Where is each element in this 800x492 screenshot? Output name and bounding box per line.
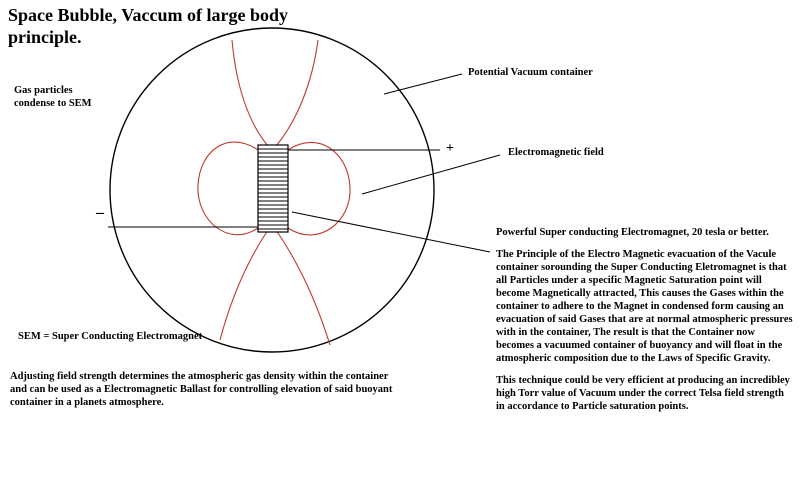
em-field-label: Electromagnetic field bbox=[508, 147, 604, 158]
explanation-notes bbox=[496, 226, 794, 422]
gas-particles-label: Gas particles condense to SEM bbox=[14, 85, 92, 109]
outer-field-line-top-left bbox=[232, 40, 268, 146]
inner-field-loop-left bbox=[198, 142, 258, 235]
adjusting-text: Adjusting field strength determines the atmospheric gas density within the container and can be used as a Electromagnetic Ballast for controlling elevation of said buoyant container in a planets atmosphere. bbox=[10, 371, 393, 408]
principle-note: The Principle of the Electro Magnetic evacuation of the Vacule container sorounding the Super Conducting Eletromagnet is that all Particles under a specific Magnetic Saturation point will become Magnetically attracted, This causes the Gases within the container to adhere to the Magnet in condensed form causing an evacuation of said Gases that are at normal atmospheric pressures with in the container, The result is that the Container now becomes a vacuumed container of buoyancy and will float in the atmospheric composition due to the Laws of Specific Gravity. bbox=[496, 249, 793, 364]
magnet-note: Powerful Super conducting Electromagnet, 20 tesla or better. bbox=[496, 227, 769, 238]
technique-note: This technique could be very efficient at producing an incredibley high Torr value of Vacuum under the correct Telsa field strength in accordance to Particle saturation points. bbox=[496, 375, 790, 412]
outer-field-line-bottom-left bbox=[220, 230, 268, 340]
vacuum-container-label: Potential Vacuum container bbox=[468, 67, 593, 78]
adjusting-note bbox=[10, 370, 400, 418]
leader-magnet bbox=[292, 212, 490, 252]
inner-field-loop-right bbox=[288, 142, 350, 235]
leader-vacuum-container bbox=[384, 74, 462, 94]
minus-sign: – bbox=[96, 204, 104, 221]
outer-field-line-bottom-right bbox=[276, 230, 330, 345]
outer-field-line-top-right bbox=[276, 40, 318, 146]
diagram-title: Space Bubble, Vaccum of large body principle. bbox=[8, 5, 289, 47]
plus-sign: + bbox=[446, 141, 454, 156]
sem-label: SEM = Super Conducting Electromagnet bbox=[18, 331, 203, 342]
coil-windings bbox=[258, 149, 288, 229]
